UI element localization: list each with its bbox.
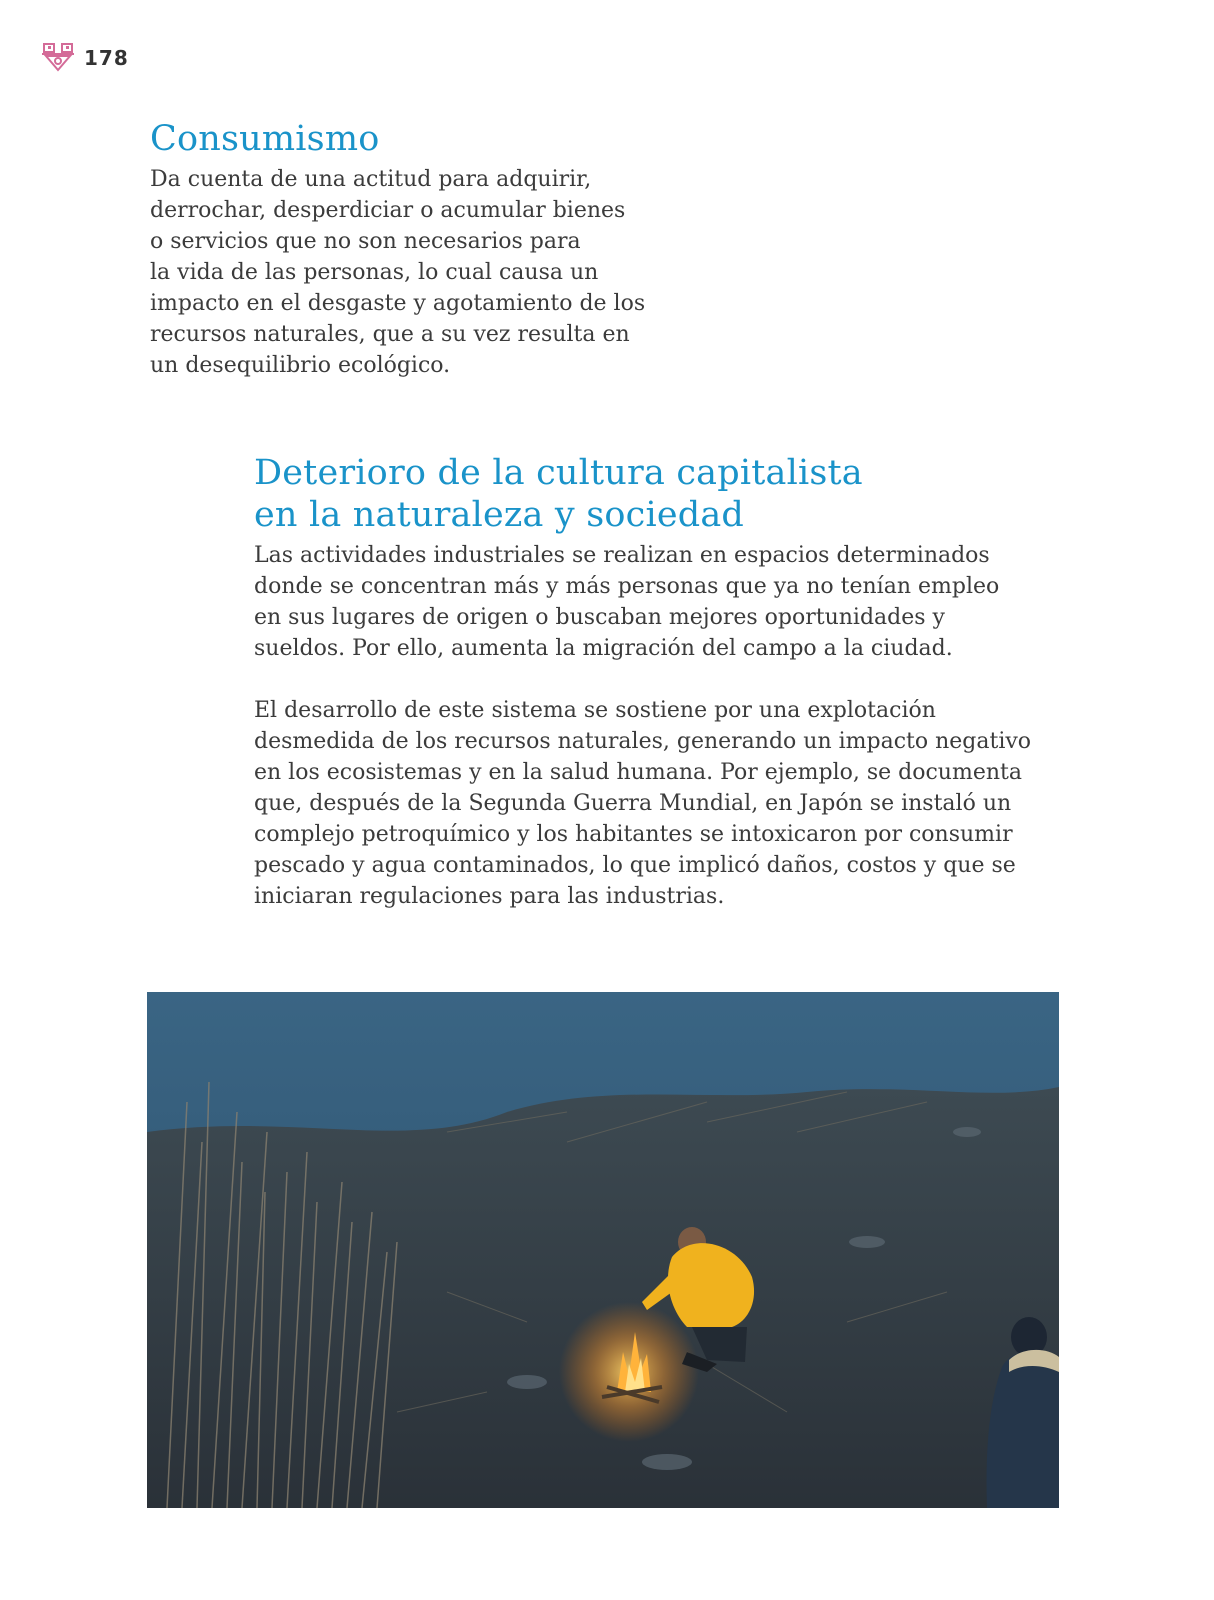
text-line: desmedida de los recursos naturales, generando un impacto negativo [254,729,1032,754]
section-title [254,452,1054,536]
text-line: un desequilibrio ecológico. [150,353,451,378]
photo-illustration [147,992,1059,1508]
text-line: recursos naturales, que a su vez resulta en [150,322,630,347]
text-line: Las actividades industriales se realizan en espacios determinados [254,543,990,568]
text-line: derrochar, desperdiciar o acumular bienes [150,198,626,223]
paragraph-spacer [254,664,1054,695]
text-line: impacto en el desgaste y agotamiento de los [150,291,646,316]
text-line: pescado y agua contaminados, lo que implicó daños, costos y que se [254,853,1016,878]
text-line: Da cuenta de una actitud para adquirir, [150,167,592,192]
section-paragraph [150,164,670,381]
section-title: Consumismo [150,119,380,159]
text-line: complejo petroquímico y los habitantes se intoxicaron por consumir [254,822,1013,847]
title-line: Deterioro de la cultura capitalista [254,453,863,493]
text-line: donde se concentran más y más personas que ya no tenían empleo [254,574,1000,599]
text-line: en sus lugares de origen o buscaban mejores oportunidades y [254,605,945,630]
title-line: en la naturaleza y sociedad [254,495,745,535]
decorative-glyph-icon [40,40,76,76]
text-line: iniciaran regulaciones para las industrias. [254,884,725,909]
text-line: o servicios que no son necesarios para [150,229,581,254]
page-number: 178 [84,46,129,70]
section-consumismo [150,118,670,381]
text-line: sueldos. Por ello, aumenta la migración del campo a la ciudad. [254,636,953,661]
text-line: El desarrollo de este sistema se sostiene por una explotación [254,698,936,723]
campfire-photo [147,992,1059,1508]
text-line: que, después de la Segunda Guerra Mundial, en Japón se instaló un [254,791,1012,816]
text-line: la vida de las personas, lo cual causa un [150,260,599,285]
section-paragraph [254,695,1054,912]
section-paragraph [254,540,1054,664]
shore-ground [147,1087,1059,1508]
section-deterioro [254,452,1054,912]
page-header [40,38,129,78]
text-line: en los ecosistemas y en la salud humana. Por ejemplo, se documenta [254,760,1022,785]
